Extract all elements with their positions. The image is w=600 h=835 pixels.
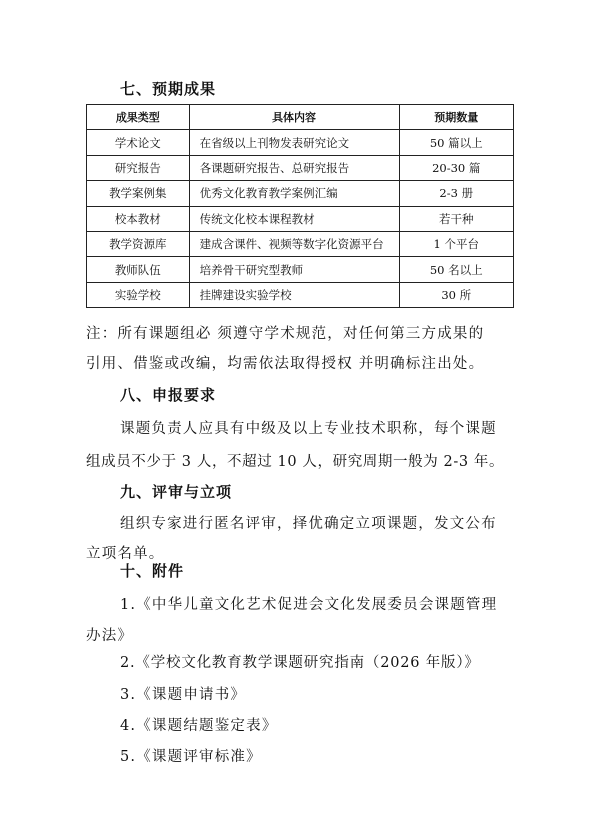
attachment-2: 2.《学校文化教育教学课题研究指南（2026 年版）》: [120, 655, 480, 671]
section-heading-7: 七、预期成果: [120, 80, 217, 98]
table-row: [87, 130, 514, 155]
cell-type: 学术论文: [87, 130, 190, 155]
cell-quantity: 50 篇以上: [399, 130, 514, 155]
cell-quantity: 2-3 册: [399, 181, 514, 206]
table-row: [87, 206, 514, 231]
cell-quantity: 30 所: [399, 282, 514, 307]
cell-type: 实验学校: [87, 282, 190, 307]
cell-quantity: 1 个平台: [399, 231, 514, 256]
cell-content: 建成含课件、视频等数字化资源平台: [189, 231, 399, 256]
cell-content: 各课题研究报告、总研究报告: [189, 155, 399, 180]
cell-type: 教师队伍: [87, 257, 190, 282]
cell-type: 研究报告: [87, 155, 190, 180]
cell-type: 校本教材: [87, 206, 190, 231]
expected-results-table: [86, 104, 514, 308]
note-line-2: 引用、借鉴或改编，均需依法取得授权 并明确标注出处。: [86, 356, 485, 372]
cell-quantity: 50 名以上: [399, 257, 514, 282]
table-row: [87, 231, 514, 256]
section-heading-9: 九、评审与立项: [120, 483, 233, 501]
cell-type: 教学资源库: [87, 231, 190, 256]
table-row: [87, 155, 514, 180]
review-line-1: 组织专家进行匿名评审，择优确定立项课题，发文公布: [120, 516, 497, 532]
attachment-5: 5.《课题评审标准》: [120, 749, 262, 765]
header-quantity: 预期数量: [399, 105, 514, 130]
header-result-type: 成果类型: [87, 105, 190, 130]
cell-quantity: 若干种: [399, 206, 514, 231]
cell-content: 挂牌建设实验学校: [189, 282, 399, 307]
attachment-1-line-2: 办法》: [86, 628, 134, 644]
table-row: [87, 181, 514, 206]
section-heading-8: 八、申报要求: [120, 386, 217, 404]
section-heading-10: 十、附件: [120, 562, 185, 580]
review-line-2: 立项名单。: [86, 546, 165, 562]
table-row: [87, 282, 514, 307]
table-header-row: [87, 105, 514, 130]
attachment-3: 3.《课题申请书》: [120, 687, 247, 703]
cell-content: 优秀文化教育教学案例汇编: [189, 181, 399, 206]
note-line-1: 注：所有课题组必 须遵守学术规范，对任何第三方成果的: [86, 326, 485, 342]
cell-content: 培养骨干研究型教师: [189, 257, 399, 282]
requirements-line-2: 组成员不少于 3 人，不超过 10 人，研究周期一般为 2-3 年。: [86, 454, 505, 470]
cell-quantity: 20-30 篇: [399, 155, 514, 180]
attachment-4: 4.《课题结题鉴定表》: [120, 718, 278, 734]
cell-type: 教学案例集: [87, 181, 190, 206]
header-content: 具体内容: [189, 105, 399, 130]
cell-content: 传统文化校本课程教材: [189, 206, 399, 231]
table-row: [87, 257, 514, 282]
cell-content: 在省级以上刊物发表研究论文: [189, 130, 399, 155]
attachment-1-line-1: 1.《中华儿童文化艺术促进会文化发展委员会课题管理: [120, 597, 498, 613]
requirements-line-1: 课题负责人应具有中级及以上专业技术职称，每个课题: [120, 421, 497, 437]
